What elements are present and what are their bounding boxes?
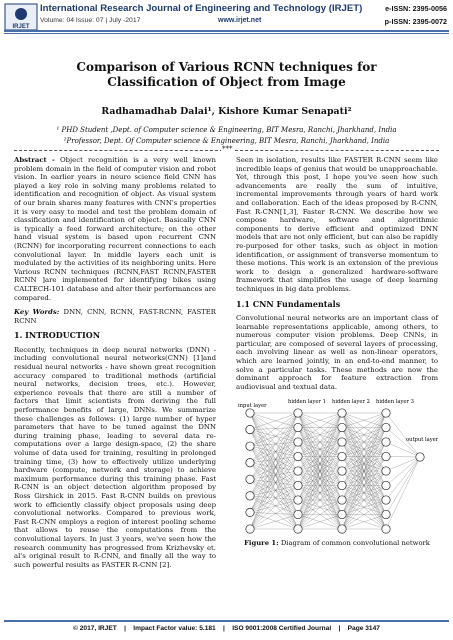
journal-website[interactable]: www.irjet.net xyxy=(218,17,262,24)
network-node xyxy=(294,438,302,446)
left-column xyxy=(14,156,216,575)
cnn-fundamentals-heading: 1.1 CNN Fundamentals xyxy=(236,298,341,309)
network-node xyxy=(338,467,346,475)
paper-authors: Radhamadhab Dalai¹, Kishore Kumar Senapati² xyxy=(101,106,352,117)
abstract-text: Object recognition is a very well known problem domain in the field of computer vision and robot vision. In earlier years in neuro science field CNN has played a key role in solving many problems related to identification and recognition of object. As visual system of our brain shares many features with CNN's properties it is very easy to model and test the problem domain of classification and identification of object. Basically CNN is typically a feed forward architecture; on the other hand visual system is based upon recurrent CNN (RCNN) for incorporating recurrent connections to each convolutional layer. In middle layers each unit is modulated by the activities of its neighboring units. Here Various RCNN techniques (RCNN,FAST RCNN,FASTER RCNN ]are implemented for identifying bikes using CALTECH-101 database and alter their performances are compared. xyxy=(14,156,216,302)
network-node xyxy=(294,467,302,475)
network-node xyxy=(246,476,254,484)
network-node xyxy=(382,409,390,417)
network-edge xyxy=(386,457,420,458)
keywords-label: Key Words: xyxy=(14,308,60,317)
header-rule-thin xyxy=(4,33,449,34)
network-edge xyxy=(250,413,298,446)
journal-header xyxy=(0,0,453,36)
footer-rule xyxy=(4,620,449,622)
page-footer: © 2017, IRJET | Impact Factor value: 5.181 | ISO 9001:2008 Certified Journal | Page 3147 xyxy=(73,625,380,632)
right-column xyxy=(236,156,438,548)
network-node xyxy=(294,409,302,417)
network-edge xyxy=(250,463,298,486)
intro-heading: 1. INTRODUCTION xyxy=(14,330,101,341)
network-edge xyxy=(250,463,298,515)
network-node xyxy=(246,409,254,417)
network-node xyxy=(382,467,390,475)
network-edge xyxy=(250,413,298,430)
network-edge xyxy=(250,515,298,530)
irjet-logo xyxy=(4,3,38,31)
network-edge xyxy=(386,457,420,529)
network-node xyxy=(382,496,390,504)
network-edge xyxy=(386,457,420,515)
output-layer-label: output layer xyxy=(406,437,438,444)
network-edge xyxy=(250,496,298,529)
network-edge xyxy=(386,442,420,457)
network-edge xyxy=(386,413,420,457)
network-node xyxy=(338,424,346,432)
network-edge xyxy=(250,471,298,529)
network-node xyxy=(294,453,302,461)
network-node xyxy=(382,453,390,461)
network-edge xyxy=(250,513,298,530)
affiliation-2: ²Professor, Dept. Of Computer science & Engineering, BIT Mesra, Ranchi, Jharkhand, India xyxy=(63,137,390,145)
keywords-text: DNN, CNN, RCNN, FAST-RCNN, FASTER RCNN xyxy=(14,308,216,325)
network-node xyxy=(382,482,390,490)
network-node xyxy=(246,509,254,517)
network-node xyxy=(382,438,390,446)
network-node xyxy=(382,511,390,519)
network-node xyxy=(246,426,254,434)
network-edge xyxy=(250,413,298,479)
logo-text: IRJET xyxy=(12,24,30,30)
network-edge xyxy=(386,457,420,486)
network-edge xyxy=(386,457,420,471)
network-edge xyxy=(250,428,298,480)
journal-name: International Research Journal of Engineering and Technology (IRJET) xyxy=(40,3,363,14)
network-node xyxy=(294,511,302,519)
keywords xyxy=(14,308,216,325)
network-edge xyxy=(250,513,298,515)
figure-caption-label: Figure 1: xyxy=(244,539,279,548)
network-edge xyxy=(250,428,298,530)
neural-network-diagram xyxy=(236,397,438,535)
network-edge xyxy=(386,457,420,500)
volume-issue: Volume: 04 Issue: 07 | July -2017 xyxy=(40,17,141,24)
header-rule xyxy=(4,30,449,32)
figure-caption xyxy=(236,539,438,548)
network-edge xyxy=(250,496,298,500)
network-edge xyxy=(250,463,298,529)
network-edge xyxy=(250,457,298,530)
network-node xyxy=(338,453,346,461)
network-node xyxy=(338,438,346,446)
hidden-layer-2-label: hidden layer 2 xyxy=(332,399,370,406)
figure-caption-text: Diagram of common convolutional network xyxy=(280,539,430,548)
abstract-label: Abstract - xyxy=(14,156,55,164)
network-node xyxy=(246,442,254,450)
network-node xyxy=(382,525,390,533)
network-node xyxy=(294,525,302,533)
network-edge xyxy=(250,457,298,496)
e-issn: e-ISSN: 2395-0056 xyxy=(385,4,447,13)
network-node xyxy=(338,511,346,519)
network-node xyxy=(246,492,254,500)
network-connections xyxy=(250,413,420,529)
network-node xyxy=(338,482,346,490)
network-node xyxy=(294,424,302,432)
right-paragraph-1: Seen in isolation, results like FASTER R-CNN seem like incredible leaps of genius that would be unapproachable. Yet, through this post, I hope you've seen how such advancements are really the sum of intuitive, incremental improvements through years of hard work and collaboration. Each of the ideas proposed by R-CNN, Fast R-CNN[1,3], Faster R-CNN. We describe how we compose hardware, software and algorithmic components to derive efficient and optimized DNN models that are not only efficient, but can also be rapidly re-purposed for other tasks, such as object in motion identification, or assignment of transverse momentum to these motions. This work is an extension of the previous work to design a generalized hardware-software framework that simplifies the usage of deep learning techniques in big data problems. xyxy=(236,156,438,293)
network-node xyxy=(246,525,254,533)
network-node xyxy=(338,496,346,504)
network-node xyxy=(294,496,302,504)
p-issn: p-ISSN: 2395-0072 xyxy=(384,17,447,26)
network-edge xyxy=(250,413,298,512)
input-layer-label: input layer xyxy=(238,403,267,410)
cnn-fundamentals-paragraph: Convolutional neural networks are an important class of learnable representations applicable, among others, to numerous computer vision problems. Deep CNNs, in particular, are composed of several layers of processing, each involving linear as well as non-linear operators, which are learned jointly, in an end-to-end manner, to solve a particular tasks. These methods are now the dominant approach for feature extraction from audiovisual and textual data. xyxy=(236,314,438,391)
hidden-layer-3-label: hidden layer 3 xyxy=(376,399,414,406)
network-node xyxy=(338,525,346,533)
network-node xyxy=(246,459,254,467)
network-node xyxy=(416,453,424,461)
network-edge xyxy=(250,457,298,480)
network-edge xyxy=(250,500,298,529)
network-node xyxy=(294,482,302,490)
affiliation-1: ¹ PHD Student ,Dept. of Computer science & Engineering, BIT Mesra, Ranchi, Jharkhand, India xyxy=(56,126,397,134)
hidden-layer-1-label: hidden layer 1 xyxy=(288,399,326,406)
paper-title: Comparison of Various RCNN techniques for Classification of Object from Image xyxy=(76,60,377,89)
abstract xyxy=(14,156,216,302)
divider-mark: *** xyxy=(222,145,233,153)
network-node xyxy=(382,424,390,432)
intro-paragraph: Recently, techniques in deep neural networks (DNN) - including convolutional neural networks(CNN) [1]and residual neural networks - have shown great recognition accuracy compared to traditional methods (artificial neural networks, decision trees, etc.). However, experience reveals that there are still a number of factors that limit scientists from deriving the full performance benefits of large, DNNs. We summarize these challenges as follows: (1) large number of hyper parameters that have to be tuned against the DNN during training phase, leading to several data re-computations over a large design-space, (2) the share volume of data used for training, resulting in prolonged training time, (3) how to effectively utilize underlying hardware (compute, network and storage) to achieve maximum performance during this training phase. Fast R-CNN is an object detection algorithm proposed by Ross Girshick in 2015. Fast R-CNN builds on previous work to efficiently classify object proposals using deep convolutional networks. Compared to previous work, Fast R-CNN employs a region of interest pooling scheme that allows to reuse the computations from the convolutional layers. In just 3 years, we've seen how the research community has progressed from Krizhevsky et. al's original result to R-CNN, and finally all the way to such powerful results as FASTER R-CNN [2]. xyxy=(14,345,216,569)
network-node xyxy=(338,409,346,417)
